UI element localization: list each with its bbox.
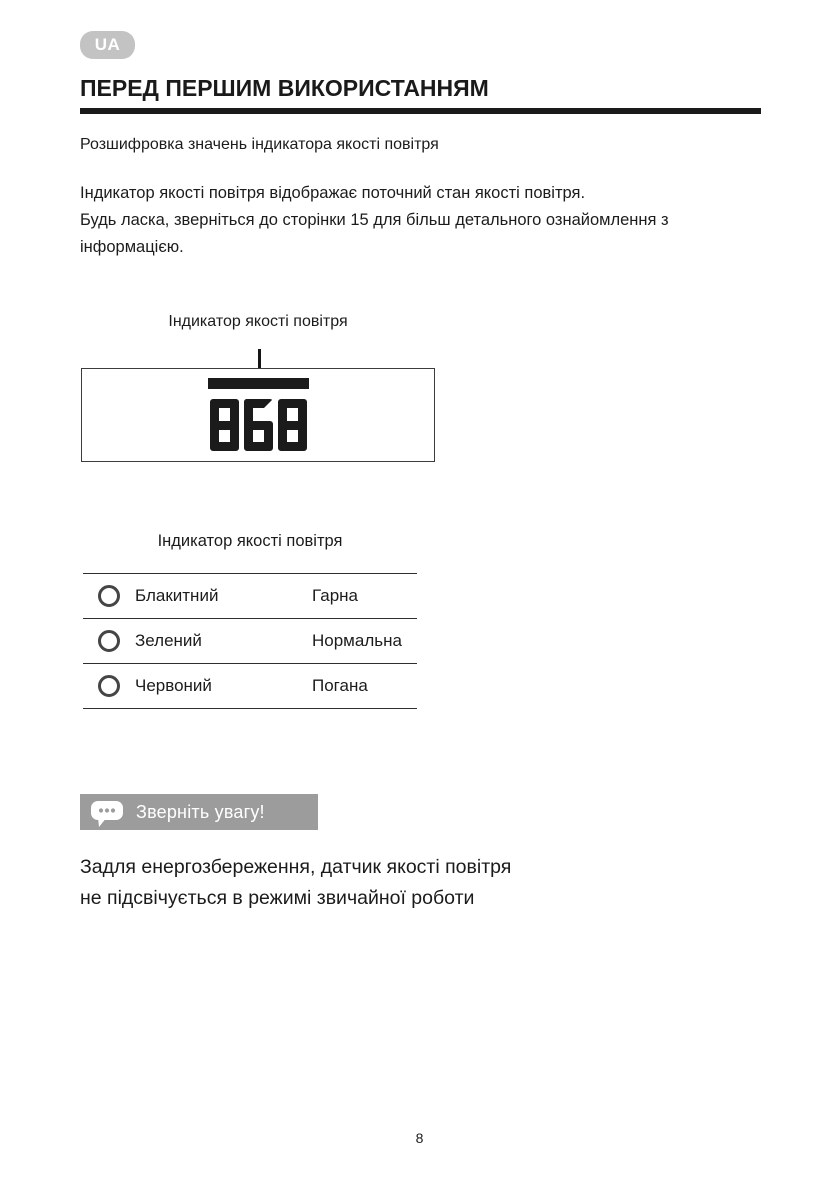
color-name: Червоний	[135, 676, 212, 695]
quality-value: Гарна	[312, 586, 359, 605]
intro-paragraph	[80, 180, 669, 261]
note-line-2: не підсвічується в режимі звичайної роботи	[80, 887, 475, 909]
note-paragraph	[80, 852, 511, 914]
language-badge: UA	[80, 31, 135, 59]
circle-outline-icon	[98, 675, 120, 697]
attention-banner-label: Зверніть увагу!	[136, 801, 265, 822]
title-divider	[80, 108, 761, 114]
seven-segment-digit	[244, 399, 273, 451]
note-line-1: Задля енергозбереження, датчик якості повітря	[80, 856, 512, 878]
quality-value: Погана	[312, 676, 368, 695]
section-subtitle: Розшифровка значень індикатора якості повітря	[80, 136, 439, 153]
table-row	[83, 573, 417, 618]
display-caption: Індикатор якості повітря	[168, 313, 348, 330]
display-box	[81, 368, 435, 462]
circle-outline-icon	[98, 585, 120, 607]
speech-bubble-icon	[90, 800, 124, 828]
table-caption: Індикатор якості повітря	[157, 532, 343, 550]
seven-segment-digit	[210, 399, 239, 451]
quality-value: Нормальна	[312, 631, 402, 650]
color-name: Зелений	[135, 631, 202, 650]
table-row	[83, 663, 417, 708]
indicator-bar	[208, 378, 309, 389]
page-number: 8	[415, 1130, 424, 1146]
intro-line-2: Будь ласка, зверніться до сторінки 15 для більш детального ознайомлення з	[80, 211, 669, 229]
table-row	[83, 618, 417, 663]
color-name: Блакитний	[135, 586, 219, 605]
intro-line-3: інформацією.	[80, 238, 184, 256]
circle-outline-icon	[98, 630, 120, 652]
seven-segment-display	[82, 399, 434, 451]
attention-banner	[80, 794, 318, 830]
intro-line-1: Індикатор якості повітря відображає поточний стан якості повітря.	[80, 184, 586, 202]
seven-segment-digit	[278, 399, 307, 451]
page-title: ПЕРЕД ПЕРШИМ ВИКОРИСТАННЯМ	[80, 75, 489, 101]
indicator-table	[83, 573, 417, 709]
